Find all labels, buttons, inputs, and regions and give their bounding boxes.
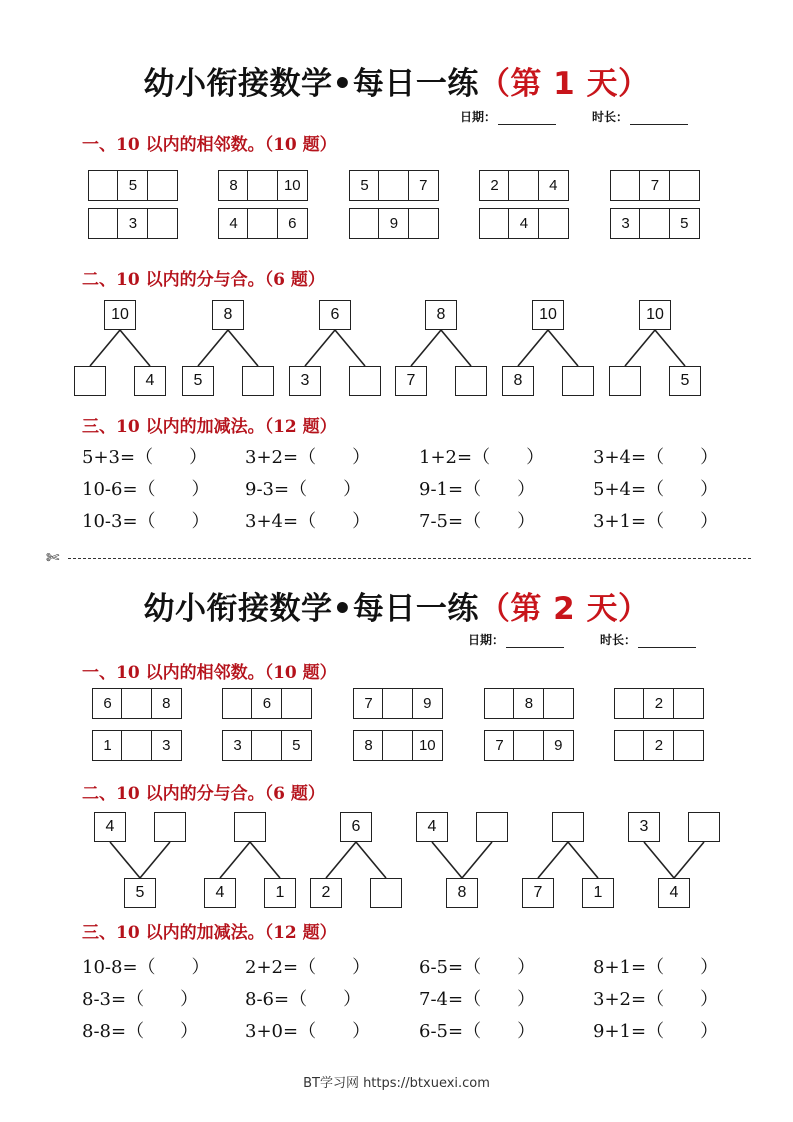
number-cell: 7 <box>408 170 439 201</box>
answer-cell[interactable] <box>543 688 574 719</box>
number-cell: 4 <box>218 208 249 239</box>
number-box: 4 <box>204 878 236 908</box>
answer-box[interactable] <box>688 812 720 842</box>
number-bond-tree <box>92 812 188 908</box>
number-cell: 7 <box>353 688 384 719</box>
date-blank[interactable] <box>506 637 564 648</box>
answer-cell[interactable] <box>147 208 178 239</box>
number-cell: 8 <box>151 688 182 719</box>
answer-box[interactable] <box>562 366 594 396</box>
number-cell: 5 <box>349 170 380 201</box>
bond-line <box>250 842 280 878</box>
answer-cell[interactable] <box>382 730 413 761</box>
bond-line <box>625 330 655 366</box>
arithmetic-problem[interactable]: 1+2=（ ） <box>419 447 545 468</box>
bond-line <box>335 330 365 366</box>
number-bond-tree <box>308 812 404 908</box>
duration-field <box>600 631 696 648</box>
answer-cell[interactable] <box>88 170 119 201</box>
day-label: （第 1 天） <box>478 66 650 102</box>
arithmetic-problem[interactable]: 9-3=（ ） <box>245 479 362 500</box>
answer-cell[interactable] <box>88 208 119 239</box>
number-cell: 2 <box>643 688 674 719</box>
number-box: 2 <box>310 878 342 908</box>
adjacent-group <box>614 730 704 761</box>
number-box: 6 <box>319 300 351 330</box>
arithmetic-problem[interactable]: 10-6=（ ） <box>82 479 210 500</box>
answer-cell[interactable] <box>614 730 645 761</box>
worksheet-title <box>0 583 793 628</box>
arithmetic-problem[interactable]: 3+4=（ ） <box>593 447 719 468</box>
adjacent-group <box>484 730 574 761</box>
number-cell: 9 <box>543 730 574 761</box>
date-label: 日期： <box>460 110 497 124</box>
dashed-divider <box>68 558 751 559</box>
adjacent-group <box>349 170 439 201</box>
number-box: 5 <box>182 366 214 396</box>
answer-cell[interactable] <box>281 688 312 719</box>
number-bond-tree <box>180 300 276 396</box>
bond-line <box>548 330 578 366</box>
number-box: 3 <box>628 812 660 842</box>
answer-box[interactable] <box>609 366 641 396</box>
cut-line <box>46 548 751 567</box>
answer-cell[interactable] <box>382 688 413 719</box>
arithmetic-problem[interactable]: 10-3=（ ） <box>82 511 210 532</box>
answer-cell[interactable] <box>378 170 409 201</box>
number-cell: 8 <box>218 170 249 201</box>
arithmetic-problem[interactable]: 5+3=（ ） <box>82 447 208 468</box>
bond-line <box>90 330 120 366</box>
answer-cell[interactable] <box>508 170 539 201</box>
number-cell: 5 <box>669 208 700 239</box>
bond-line <box>305 330 335 366</box>
bond-line <box>198 330 228 366</box>
section2-heading: 二、10 以内的分与合。（6 题） <box>82 784 325 804</box>
number-cell: 3 <box>117 208 148 239</box>
number-cell: 2 <box>643 730 674 761</box>
answer-box[interactable] <box>552 812 584 842</box>
bond-line <box>441 330 471 366</box>
bond-line <box>326 842 356 878</box>
arithmetic-problem[interactable]: 8-6=（ ） <box>245 989 362 1010</box>
number-cell: 1 <box>92 730 123 761</box>
adjacent-group <box>222 730 312 761</box>
number-box: 8 <box>446 878 478 908</box>
day-label: （第 2 天） <box>478 591 650 627</box>
bond-line <box>655 330 685 366</box>
answer-cell[interactable] <box>247 208 278 239</box>
number-box: 10 <box>104 300 136 330</box>
arithmetic-problem[interactable]: 9+1=（ ） <box>593 1021 719 1042</box>
duration-label: 时长： <box>600 633 637 647</box>
number-cell: 8 <box>513 688 544 719</box>
number-bond-tree <box>393 300 489 396</box>
number-bond-tree <box>500 300 596 396</box>
section1-heading: 一、10 以内的相邻数。（10 题） <box>82 663 337 683</box>
adjacent-group <box>484 688 574 719</box>
answer-cell[interactable] <box>673 688 704 719</box>
number-bond-tree <box>626 812 722 908</box>
number-box: 4 <box>134 366 166 396</box>
adjacent-group <box>349 208 439 239</box>
date-blank[interactable] <box>498 114 556 125</box>
number-cell: 2 <box>479 170 510 201</box>
section1-heading: 一、10 以内的相邻数。（10 题） <box>82 135 337 155</box>
answer-box[interactable] <box>455 366 487 396</box>
bond-line <box>411 330 441 366</box>
section2-heading: 二、10 以内的分与合。（6 题） <box>82 270 325 290</box>
bond-line <box>462 842 492 878</box>
number-cell: 6 <box>92 688 123 719</box>
answer-cell[interactable] <box>147 170 178 201</box>
number-cell: 3 <box>610 208 641 239</box>
answer-box[interactable] <box>476 812 508 842</box>
arithmetic-problem[interactable]: 6-5=（ ） <box>419 957 536 978</box>
number-cell: 10 <box>277 170 308 201</box>
number-cell: 3 <box>222 730 253 761</box>
answer-box[interactable] <box>74 366 106 396</box>
answer-cell[interactable] <box>639 208 670 239</box>
arithmetic-problem[interactable]: 9-1=（ ） <box>419 479 536 500</box>
answer-box[interactable] <box>234 812 266 842</box>
number-box: 8 <box>212 300 244 330</box>
bond-line <box>538 842 568 878</box>
number-box: 3 <box>289 366 321 396</box>
answer-box[interactable] <box>242 366 274 396</box>
number-box: 10 <box>639 300 671 330</box>
bond-line <box>674 842 704 878</box>
bond-line <box>220 842 250 878</box>
number-bond-tree <box>520 812 616 908</box>
answer-cell[interactable] <box>251 730 282 761</box>
adjacent-group <box>479 170 569 201</box>
answer-cell[interactable] <box>673 730 704 761</box>
answer-cell[interactable] <box>222 688 253 719</box>
adjacent-group <box>222 688 312 719</box>
adjacent-group <box>88 208 178 239</box>
arithmetic-problem[interactable]: 5+4=（ ） <box>593 479 719 500</box>
arithmetic-problem[interactable]: 8+1=（ ） <box>593 957 719 978</box>
number-cell: 7 <box>484 730 515 761</box>
duration-blank[interactable] <box>630 114 688 125</box>
number-cell: 9 <box>412 688 443 719</box>
answer-cell[interactable] <box>610 170 641 201</box>
adjacent-group <box>92 688 182 719</box>
number-bond-tree <box>72 300 168 396</box>
bond-line <box>120 330 150 366</box>
answer-cell[interactable] <box>349 208 380 239</box>
bond-line <box>356 842 386 878</box>
number-cell: 3 <box>151 730 182 761</box>
arithmetic-problem[interactable]: 7-5=（ ） <box>419 511 536 532</box>
number-box: 5 <box>669 366 701 396</box>
adjacent-group <box>92 730 182 761</box>
answer-cell[interactable] <box>513 730 544 761</box>
answer-box[interactable] <box>349 366 381 396</box>
number-box: 1 <box>264 878 296 908</box>
bond-line <box>110 842 140 878</box>
answer-cell[interactable] <box>484 688 515 719</box>
answer-cell[interactable] <box>408 208 439 239</box>
number-bond-tree <box>607 300 703 396</box>
answer-cell[interactable] <box>121 688 152 719</box>
bond-line <box>518 330 548 366</box>
adjacent-group <box>218 170 308 201</box>
adjacent-group <box>353 730 443 761</box>
number-box: 8 <box>425 300 457 330</box>
date-field <box>468 631 564 648</box>
duration-label: 时长： <box>592 110 629 124</box>
date-label: 日期： <box>468 633 505 647</box>
duration-blank[interactable] <box>638 637 696 648</box>
arithmetic-problem[interactable]: 8-3=（ ） <box>82 989 199 1010</box>
adjacent-group <box>218 208 308 239</box>
number-box: 4 <box>416 812 448 842</box>
bond-line <box>140 842 170 878</box>
number-cell: 5 <box>281 730 312 761</box>
footer-text: BT学习网 https://btxuexi.com <box>303 1076 490 1091</box>
number-box: 6 <box>340 812 372 842</box>
number-box: 4 <box>94 812 126 842</box>
adjacent-group <box>610 170 700 201</box>
bond-line <box>644 842 674 878</box>
adjacent-group <box>88 170 178 201</box>
arithmetic-problem[interactable]: 7-4=（ ） <box>419 989 536 1010</box>
number-box: 4 <box>658 878 690 908</box>
number-cell: 4 <box>538 170 569 201</box>
number-cell: 6 <box>277 208 308 239</box>
answer-box[interactable] <box>154 812 186 842</box>
bond-line <box>432 842 462 878</box>
adjacent-group <box>610 208 700 239</box>
answer-cell[interactable] <box>614 688 645 719</box>
number-box: 5 <box>124 878 156 908</box>
arithmetic-problem[interactable]: 3+1=（ ） <box>593 511 719 532</box>
number-box: 7 <box>395 366 427 396</box>
arithmetic-problem[interactable]: 8-8=（ ） <box>82 1021 199 1042</box>
title-text: 幼小衔接数学•每日一练 <box>143 66 479 102</box>
adjacent-group <box>353 688 443 719</box>
arithmetic-problem[interactable]: 3+2=（ ） <box>593 989 719 1010</box>
duration-field <box>592 108 688 125</box>
number-box: 7 <box>522 878 554 908</box>
bond-line <box>228 330 258 366</box>
answer-box[interactable] <box>370 878 402 908</box>
arithmetic-problem[interactable]: 10-8=（ ） <box>82 957 210 978</box>
answer-cell[interactable] <box>247 170 278 201</box>
number-cell: 10 <box>412 730 443 761</box>
scissors-icon: ✄ <box>46 548 60 567</box>
answer-cell[interactable] <box>121 730 152 761</box>
arithmetic-problem[interactable]: 3+4=（ ） <box>245 511 371 532</box>
worksheet-title <box>0 58 793 103</box>
title-text: 幼小衔接数学•每日一练 <box>143 591 479 627</box>
number-bond-tree <box>202 812 298 908</box>
number-bond-tree <box>287 300 383 396</box>
number-cell: 9 <box>378 208 409 239</box>
arithmetic-problem[interactable]: 2+2=（ ） <box>245 957 371 978</box>
number-box: 8 <box>502 366 534 396</box>
arithmetic-problem[interactable]: 3+2=（ ） <box>245 447 371 468</box>
date-field <box>460 108 556 125</box>
section3-heading: 三、10 以内的加减法。（12 题） <box>82 417 337 437</box>
adjacent-group <box>479 208 569 239</box>
bond-line <box>568 842 598 878</box>
number-cell: 6 <box>251 688 282 719</box>
number-box: 10 <box>532 300 564 330</box>
number-cell: 5 <box>117 170 148 201</box>
number-box: 1 <box>582 878 614 908</box>
arithmetic-problem[interactable]: 3+0=（ ） <box>245 1021 371 1042</box>
number-cell: 4 <box>508 208 539 239</box>
number-cell: 7 <box>639 170 670 201</box>
number-cell: 8 <box>353 730 384 761</box>
answer-cell[interactable] <box>479 208 510 239</box>
number-bond-tree <box>414 812 510 908</box>
answer-cell[interactable] <box>538 208 569 239</box>
arithmetic-problem[interactable]: 6-5=（ ） <box>419 1021 536 1042</box>
answer-cell[interactable] <box>669 170 700 201</box>
adjacent-group <box>614 688 704 719</box>
section3-heading: 三、10 以内的加减法。（12 题） <box>82 923 337 943</box>
